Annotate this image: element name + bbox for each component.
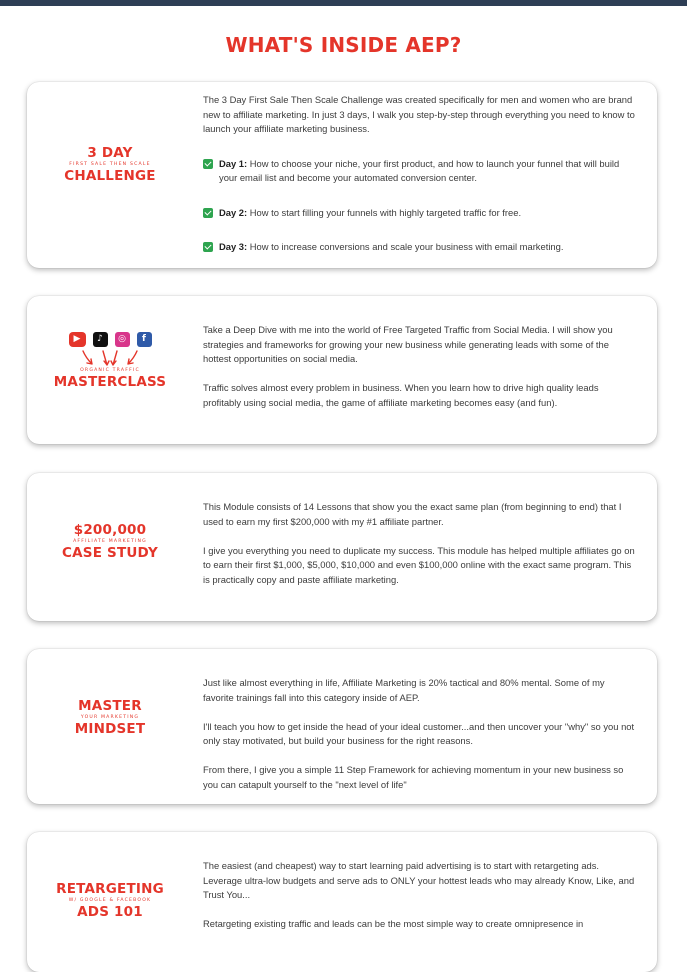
arrows-icon bbox=[75, 349, 145, 367]
module-logo-mindset bbox=[27, 699, 193, 737]
module-paragraph: I'll teach you how to get inside the head of your ideal customer...and then uncover your "why" so you not only stay motivated, but build your business for the right reasons. bbox=[203, 720, 635, 746]
instagram-icon: ◎ bbox=[115, 332, 130, 347]
checkmark-icon bbox=[203, 242, 213, 252]
logo-title-bottom: MINDSET bbox=[74, 721, 146, 737]
logo-title-bottom: CASE STUDY bbox=[62, 545, 158, 561]
module-description bbox=[203, 500, 635, 587]
module-paragraph: The easiest (and cheapest) way to start learning paid advertising is to start with retargeting ads. Leverage ultra-low budgets and serve ads to ONLY your hottest leads who may already Know, Like, and Trust You... bbox=[203, 860, 635, 900]
module-card-retargeting bbox=[27, 832, 657, 972]
logo-subtitle: YOUR MARKETING bbox=[80, 715, 140, 720]
module-description bbox=[203, 859, 635, 932]
module-card-case-study bbox=[27, 473, 657, 621]
logo-subtitle: ORGANIC TRAFFIC bbox=[80, 368, 140, 373]
module-description bbox=[203, 323, 635, 410]
logo-title-top: $200,000 bbox=[73, 522, 147, 538]
module-paragraph: From there, I give you a simple 11 Step Framework for achieving momentum in your new business so you can catapult yourself to the "next level of life" bbox=[203, 764, 624, 790]
logo-subtitle: FIRST SALE THEN SCALE bbox=[69, 162, 151, 167]
day-item bbox=[203, 240, 635, 255]
logo-title-bottom: CHALLENGE bbox=[64, 168, 156, 184]
module-paragraph: I give you everything you need to duplicate my success. This module has helped multiple affiliates go on to earn their first $1,000, $5,000, $10,000 and even $100,000 online with the exact same program. This is practically copy and paste affiliate marketing. bbox=[203, 544, 635, 585]
day-item bbox=[203, 206, 635, 221]
top-nav-bar bbox=[0, 0, 687, 6]
day-description: How to choose your niche, your first product, and how to launch your funnel that will build your email list and become your automated conversion center. bbox=[219, 157, 620, 183]
logo-title-top: MASTER bbox=[78, 698, 142, 714]
module-paragraph: Just like almost everything in life, Affiliate Marketing is 20% tactical and 80% mental. Some of my favorite trainings fall into this category inside of AEP. bbox=[203, 677, 605, 703]
module-intro: The 3 Day First Sale Then Scale Challenge was created specifically for men and women who are brand new to affiliate marketing. In just 3 days, I walk you step-by-step through everything you need to know to launch your affiliate marketing business. bbox=[203, 94, 635, 134]
module-description bbox=[203, 676, 635, 792]
youtube-icon: ▶ bbox=[69, 332, 86, 347]
module-logo-case-study bbox=[27, 523, 193, 561]
day-description: How to start filling your funnels with highly targeted traffic for free. bbox=[247, 206, 522, 218]
page-title: WHAT'S INSIDE AEP? bbox=[225, 33, 462, 57]
logo-title-top: 3 DAY bbox=[87, 145, 133, 161]
module-paragraph: Traffic solves almost every problem in business. When you learn how to drive high quality leads profitably using social media, the game of affiliate marketing becomes easy (and fun). bbox=[203, 382, 599, 408]
checkmark-icon bbox=[203, 208, 213, 218]
logo-title-bottom: ADS 101 bbox=[77, 904, 143, 920]
day-label: Day 2: bbox=[219, 206, 248, 218]
module-logo-retargeting bbox=[27, 882, 193, 920]
module-paragraph: Retargeting existing traffic and leads can be the most simple way to create omnipresence in bbox=[203, 918, 584, 929]
module-card-mindset bbox=[27, 649, 657, 804]
day-description: How to increase conversions and scale your business with email marketing. bbox=[247, 241, 564, 252]
module-paragraph: This Module consists of 14 Lessons that show you the exact same plan (from beginning to end) that I used to earn my first $200,000 with my #1 affiliate partner. bbox=[203, 501, 622, 527]
facebook-icon: f bbox=[137, 332, 152, 347]
module-logo-masterclass bbox=[27, 332, 193, 390]
logo-title-top: RETARGETING bbox=[56, 881, 164, 897]
day-label: Day 3: bbox=[219, 241, 248, 252]
day-text bbox=[219, 240, 563, 255]
module-card-masterclass bbox=[27, 296, 657, 444]
module-logo-3-day-challenge bbox=[27, 146, 193, 184]
day-text bbox=[219, 206, 521, 221]
tiktok-icon: ♪ bbox=[93, 332, 108, 347]
module-paragraph: Take a Deep Dive with me into the world of Free Targeted Traffic from Social Media. I will show you strategies and frameworks for growing your new business while generating leads with some of the hottest opportunities on social media. bbox=[203, 324, 613, 364]
logo-subtitle: W/ GOOGLE & FACEBOOK bbox=[68, 898, 152, 903]
logo-title-bottom: MASTERCLASS bbox=[53, 374, 167, 390]
social-icons-row bbox=[27, 332, 193, 347]
day-label: Day 1: bbox=[219, 157, 248, 169]
day-item bbox=[203, 157, 635, 186]
checkmark-icon bbox=[203, 159, 213, 169]
module-description bbox=[203, 93, 635, 255]
day-text bbox=[219, 157, 635, 186]
module-card-3-day-challenge bbox=[27, 82, 657, 268]
logo-subtitle: AFFILIATE MARKETING bbox=[73, 539, 147, 544]
